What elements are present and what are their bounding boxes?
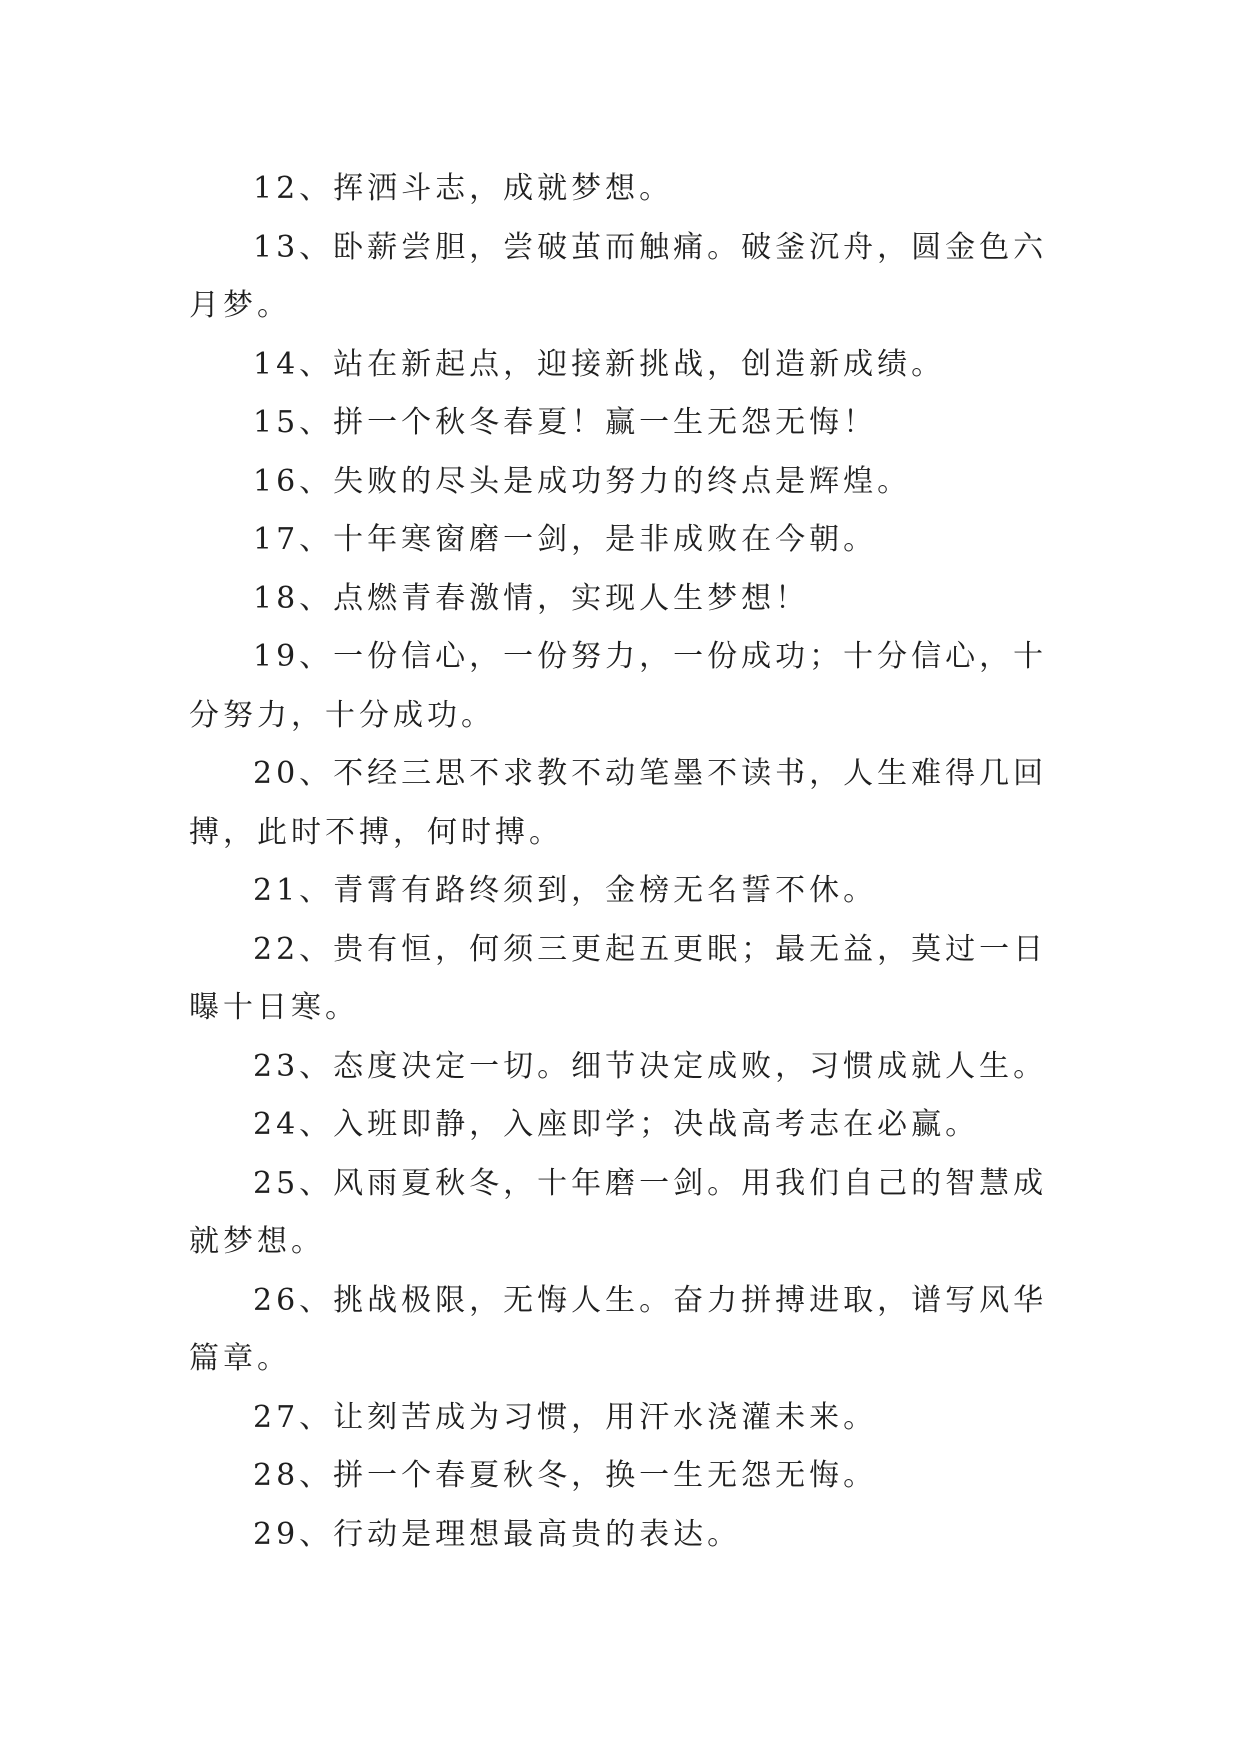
list-item: 25、风雨夏秋冬，十年磨一剑。用我们自己的智慧成就梦想。: [189, 1165, 1048, 1259]
list-item: 19、一份信心，一份努力，一份成功；十分信心，十分努力，十分成功。: [189, 639, 1048, 733]
list-item: 22、贵有恒，何须三更起五更眠；最无益，莫过一日曝十日寒。: [189, 931, 1048, 1025]
list-item: 23、态度决定一切。细节决定成败，习惯成就人生。: [253, 1048, 1048, 1084]
list-item: 21、青霄有路终须到，金榜无名誓不休。: [253, 873, 878, 908]
list-item: 18、点燃青春激情，实现人生梦想！: [253, 580, 810, 616]
list-item: 27、让刻苦成为习惯，用汗水浇灌未来。: [253, 1399, 878, 1435]
list-item: 17、十年寒窗磨一剑，是非成败在今朝。: [253, 522, 878, 557]
list-item: 12、挥洒斗志，成就梦想。: [253, 171, 674, 206]
list-item: 13、卧薪尝胆，尝破茧而触痛。破釜沉舟，圆金色六月梦。: [189, 229, 1048, 323]
list-item: 24、入班即静，入座即学；决战高考志在必赢。: [253, 1107, 980, 1142]
list-item: 29、行动是理想最高贵的表达。: [253, 1516, 742, 1552]
list-item: 16、失败的尽头是成功努力的终点是辉煌。: [253, 463, 912, 499]
document-body: [189, 160, 1059, 1564]
list-item: 26、挑战极限，无悔人生。奋力拼搏进取，谱写风华篇章。: [189, 1282, 1048, 1376]
list-item: 20、不经三思不求教不动笔墨不读书，人生难得几回搏，此时不搏，何时搏。: [189, 756, 1048, 850]
list-item: 28、拼一个春夏秋冬，换一生无怨无悔。: [253, 1458, 878, 1493]
list-item: 14、站在新起点，迎接新挑战，创造新成绩。: [253, 346, 946, 382]
list-item: 15、拼一个秋冬春夏！赢一生无怨无悔！: [253, 405, 878, 440]
